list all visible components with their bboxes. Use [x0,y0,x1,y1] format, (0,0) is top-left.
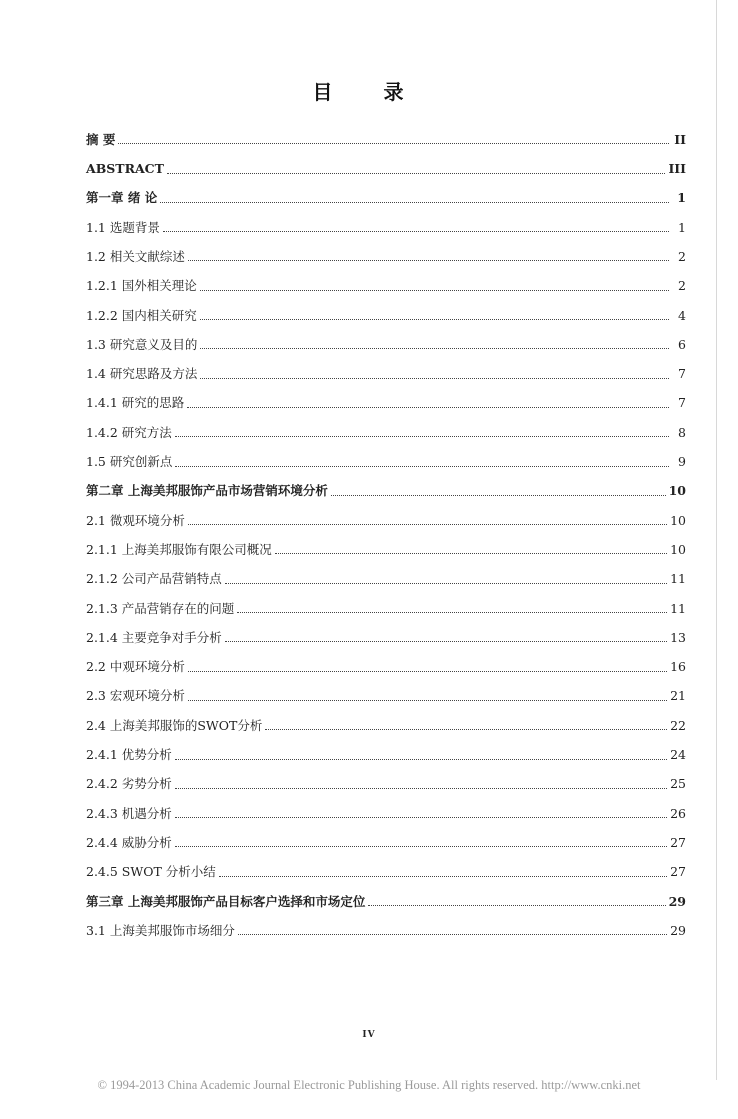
toc-entry-page: III [668,161,686,177]
page-number: IV [362,1030,376,1040]
toc-leader-dots [200,290,669,291]
toc-entry[interactable] [86,821,686,850]
toc-entry-label: 1.4.2 研究方法 [86,424,172,440]
toc-entry-label: 2.1.4 主要竞争对手分析 [86,629,222,645]
toc-entry-label: 第一章 绪 论 [86,190,158,206]
toc-leader-dots [187,407,669,408]
toc-entry-label: 3.1 上海美邦服饰市场细分 [86,922,235,938]
toc-entry-page: 29 [668,893,686,909]
toc-leader-dots [238,934,667,935]
toc-entry-label: 2.4.1 优势分析 [86,747,172,763]
toc-entry[interactable] [86,411,686,440]
toc-entry-page: 25 [670,776,686,792]
toc-entry-label: 1.2.2 国内相关研究 [86,307,197,323]
toc-entry[interactable] [86,880,686,909]
toc-entry-page: 10 [670,512,686,528]
toc-leader-dots [225,583,667,584]
toc-entry-page: 21 [670,688,686,704]
toc-entry[interactable] [86,792,686,821]
toc-entry-page: 16 [670,659,686,675]
toc-entry-label: 1.2.1 国外相关理论 [86,278,197,294]
toc-entry-page: 1 [677,190,686,206]
toc-leader-dots [175,466,669,467]
toc-entry-label: ABSTRACT [86,161,164,177]
toc-entry[interactable] [86,557,686,586]
toc-entry-page: 4 [678,307,686,323]
toc-entry-label: 第二章 上海美邦服饰产品市场营销环境分析 [86,483,328,499]
toc-entry[interactable] [86,147,686,176]
toc-entry-label: 2.4 上海美邦服饰的SWOT分析 [86,717,263,733]
toc-entry[interactable] [86,177,686,206]
toc-leader-dots [175,436,669,437]
toc-entry-page: 11 [670,600,686,616]
toc-entry-label: 2.1 微观环境分析 [86,512,185,528]
toc-entry-page: 2 [678,248,686,264]
toc-leader-dots [219,876,667,877]
toc-entry[interactable] [86,382,686,411]
toc-leader-dots [175,846,667,847]
toc-leader-dots [200,348,669,349]
toc-entry-label: 1.2 相关文献综述 [86,248,185,264]
toc-entry-page: 1 [678,219,686,235]
toc-leader-dots [265,729,667,730]
toc-leader-dots [200,378,669,379]
toc-leader-dots [331,495,666,496]
toc-entry-label: 摘 要 [86,131,116,147]
toc-entry-label: 2.3 宏观环境分析 [86,688,185,704]
toc-entry-label: 2.4.3 机遇分析 [86,805,172,821]
toc-leader-dots [275,553,667,554]
toc-entry-label: 2.1.1 上海美邦服饰有限公司概况 [86,541,272,557]
toc-leader-dots [200,319,669,320]
toc-leader-dots [188,671,667,672]
toc-entry[interactable] [86,675,686,704]
toc-entry-page: 7 [678,395,686,411]
page-title: 目 录 [312,80,426,104]
toc-entry-page: II [674,131,686,147]
toc-entry[interactable] [86,206,686,235]
toc-entry-page: 27 [670,834,686,850]
toc-entry-label: 2.1.2 公司产品营销特点 [86,571,222,587]
toc-entry-page: 10 [670,541,686,557]
toc-entry[interactable] [86,352,686,381]
toc-entry-label: 1.4.1 研究的思路 [86,395,185,411]
toc-entry-page: 8 [678,424,686,440]
toc-entry-page: 2 [678,278,686,294]
toc-entry-label: 2.1.3 产品营销存在的问题 [86,600,235,616]
toc-entry-page: 7 [678,366,686,382]
toc-entry[interactable] [86,733,686,762]
toc-entry[interactable] [86,587,686,616]
toc-entry[interactable] [86,323,686,352]
toc-entry-label: 1.3 研究意义及目的 [86,336,198,352]
toc-entry-label: 2.2 中观环境分析 [86,659,185,675]
toc-entry-page: 9 [678,454,686,470]
toc-entry-label: 第三章 上海美邦服饰产品目标客户选择和市场定位 [86,893,366,909]
toc-entry-page: 10 [668,483,686,499]
toc-entry[interactable] [86,499,686,528]
toc-leader-dots [188,524,667,525]
toc-entry[interactable] [86,440,686,469]
toc-leader-dots [225,641,667,642]
toc-entry[interactable] [86,645,686,674]
toc-entry-label: 2.4.5 SWOT 分析小结 [86,864,216,880]
toc-entry[interactable] [86,909,686,938]
toc-entry-label: 2.4.4 威胁分析 [86,834,172,850]
toc-leader-dots [163,231,669,232]
toc-entry[interactable] [86,850,686,879]
toc-entry[interactable] [86,294,686,323]
toc-leader-dots [188,700,667,701]
toc-entry[interactable] [86,470,686,499]
page-edge-line [716,0,717,1080]
toc-leader-dots [368,905,665,906]
toc-leader-dots [118,143,669,144]
toc-leader-dots [167,173,666,174]
toc-entry-page: 11 [670,571,686,587]
toc-entry[interactable] [86,264,686,293]
copyright-footer: © 1994-2013 China Academic Journal Electronic Publishing House. All rights reserved. http://www.cnki.net [97,1078,641,1092]
toc-entry-page: 6 [678,336,686,352]
table-of-contents [86,118,686,938]
toc-entry-page: 22 [670,717,686,733]
toc-entry-label: 1.5 研究创新点 [86,454,173,470]
toc-entry-label: 2.4.2 劣势分析 [86,776,172,792]
toc-leader-dots [175,759,667,760]
toc-entry-page: 27 [670,864,686,880]
toc-entry-page: 29 [670,922,686,938]
toc-leader-dots [175,817,667,818]
toc-entry[interactable] [86,763,686,792]
toc-leader-dots [175,788,667,789]
toc-entry-page: 26 [670,805,686,821]
toc-entry[interactable] [86,235,686,264]
toc-entry-page: 24 [670,747,686,763]
toc-entry-label: 1.4 研究思路及方法 [86,366,198,382]
toc-entry-label: 1.1 选题背景 [86,219,160,235]
toc-leader-dots [237,612,667,613]
toc-entry[interactable] [86,704,686,733]
toc-leader-dots [188,260,669,261]
toc-entry[interactable] [86,528,686,557]
toc-entry[interactable] [86,118,686,147]
toc-entry[interactable] [86,616,686,645]
toc-entry-page: 13 [670,629,686,645]
toc-leader-dots [160,202,669,203]
